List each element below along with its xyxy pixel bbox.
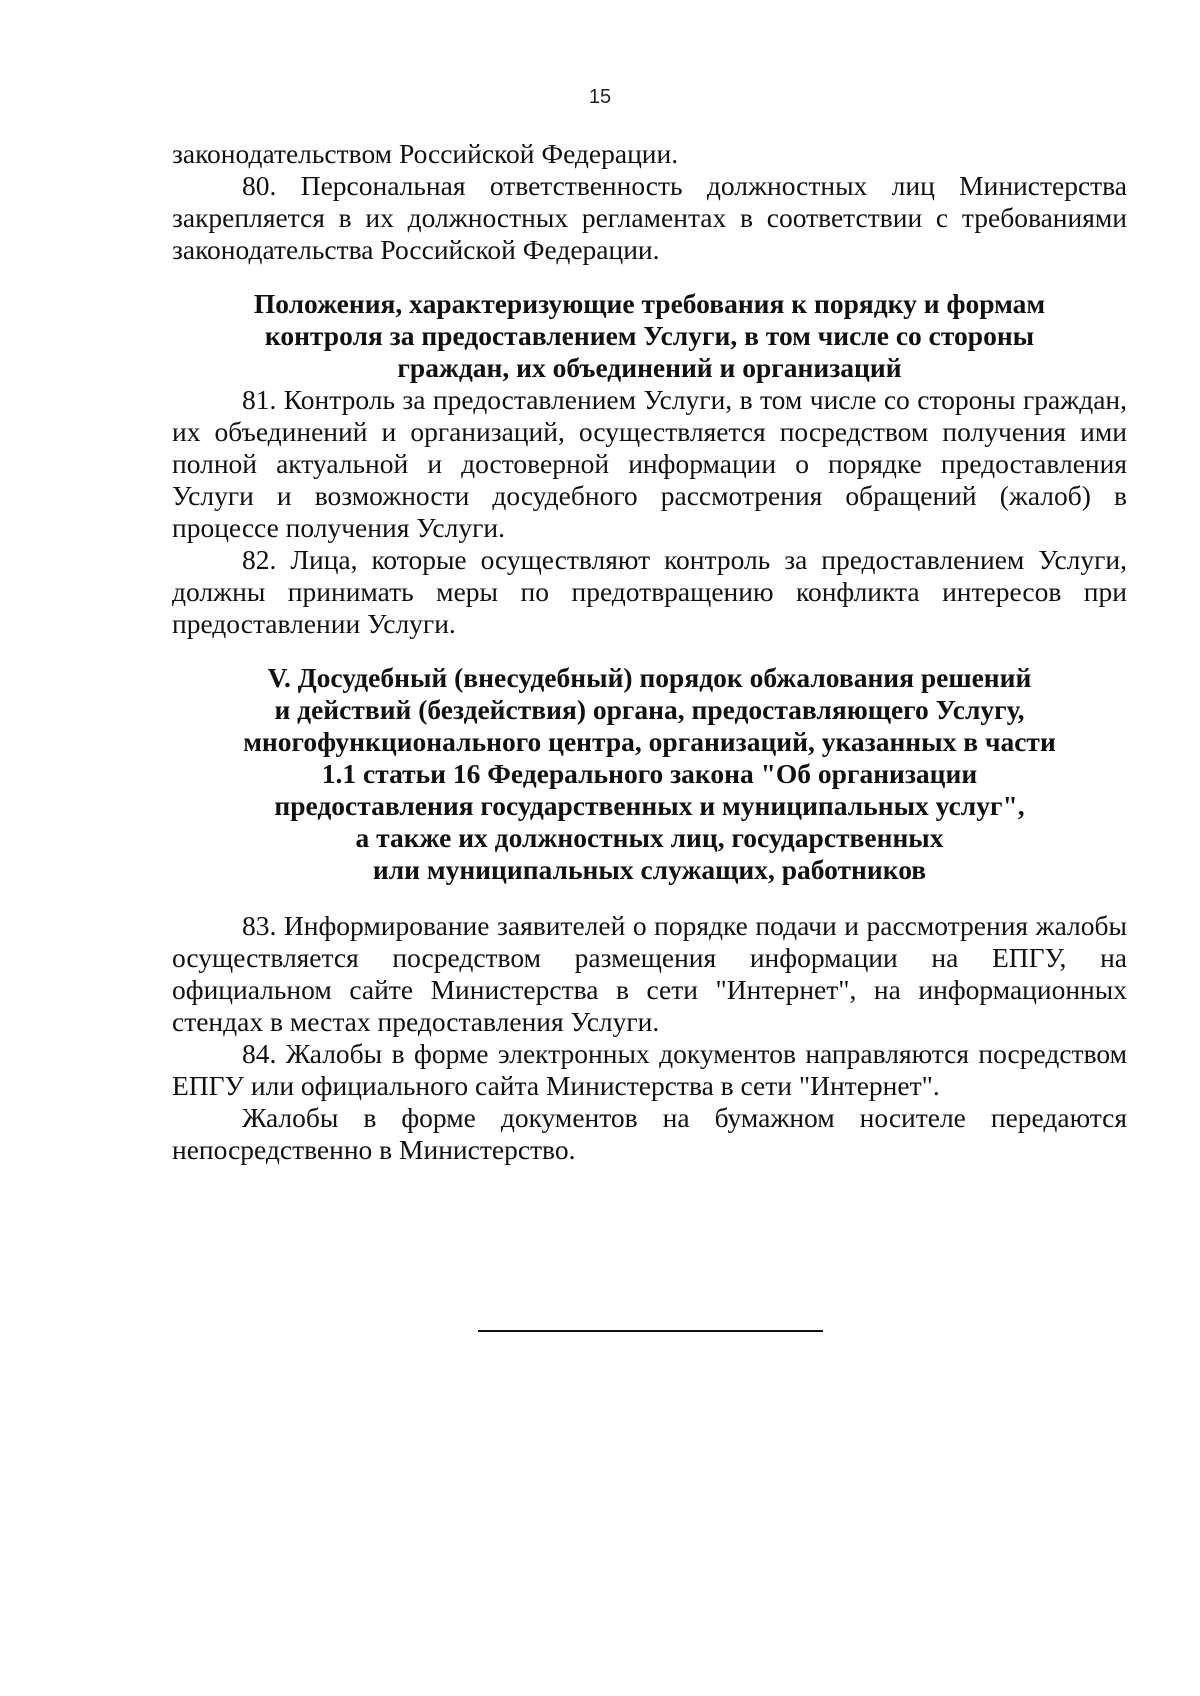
heading-line: и действий (бездействия) органа, предоставляющего Услугу,: [274, 694, 1025, 725]
heading-line: предоставления государственных и муниципальных услуг",: [274, 790, 1025, 821]
heading-line: многофункционального центра, организаций, указанных в части: [243, 726, 1056, 757]
closing-rule: [478, 1330, 823, 1332]
paragraph-continuation: законодательством Российской Федерации.: [172, 138, 679, 169]
heading-control-provisions: [172, 288, 1127, 384]
paragraph-83: 83. Информирование заявителей о порядке подачи и рассмотрения жалобы осуществляется посредством размещения информации на ЕПГУ, на официальном сайте Министерства в сети "Интернет", на информационных стендах в местах предоставления Услуги.: [172, 910, 1127, 1037]
heading-line: Положения, характеризующие требования к порядку и формам: [253, 288, 1046, 319]
paragraph-84: 84. Жалобы в форме электронных документов направляются посредством ЕПГУ или официального сайта Министерства в сети "Интернет".: [172, 1038, 1127, 1101]
heading-line: или муниципальных служащих, работников: [372, 854, 927, 885]
document-body: [172, 138, 1127, 1166]
heading-line: V. Досудебный (внесудебный) порядок обжалования решений: [267, 662, 1032, 693]
heading-section-v: [172, 662, 1127, 886]
heading-line: граждан, их объединений и организаций: [397, 352, 902, 383]
paragraph-81: 81. Контроль за предоставлением Услуги, в том числе со стороны граждан, их объединений и организаций, осуществляется посредством получения ими полной актуальной и достоверной информации о порядке предоставления Услуги и возможности досудебного рассмотрения обращений (жалоб) в процессе получения Услуги.: [172, 384, 1127, 543]
heading-line: а также их должностных лиц, государственных: [355, 822, 944, 853]
page-number: 15: [588, 86, 612, 108]
heading-line: 1.1 статьи 16 Федерального закона "Об организации: [321, 758, 978, 789]
paragraph-84-continuation: Жалобы в форме документов на бумажном носителе передаются непосредственно в Министерство.: [172, 1102, 1127, 1165]
paragraph-82: 82. Лица, которые осуществляют контроль за предоставлением Услуги, должны принимать меры по предотвращению конфликта интересов при предоставлении Услуги.: [172, 544, 1127, 639]
paragraph-80: 80. Персональная ответственность должностных лиц Министерства закрепляется в их должностных регламентах в соответствии с требованиями законодательства Российской Федерации.: [172, 170, 1127, 265]
heading-line: контроля за предоставлением Услуги, в том числе со стороны: [264, 320, 1035, 351]
